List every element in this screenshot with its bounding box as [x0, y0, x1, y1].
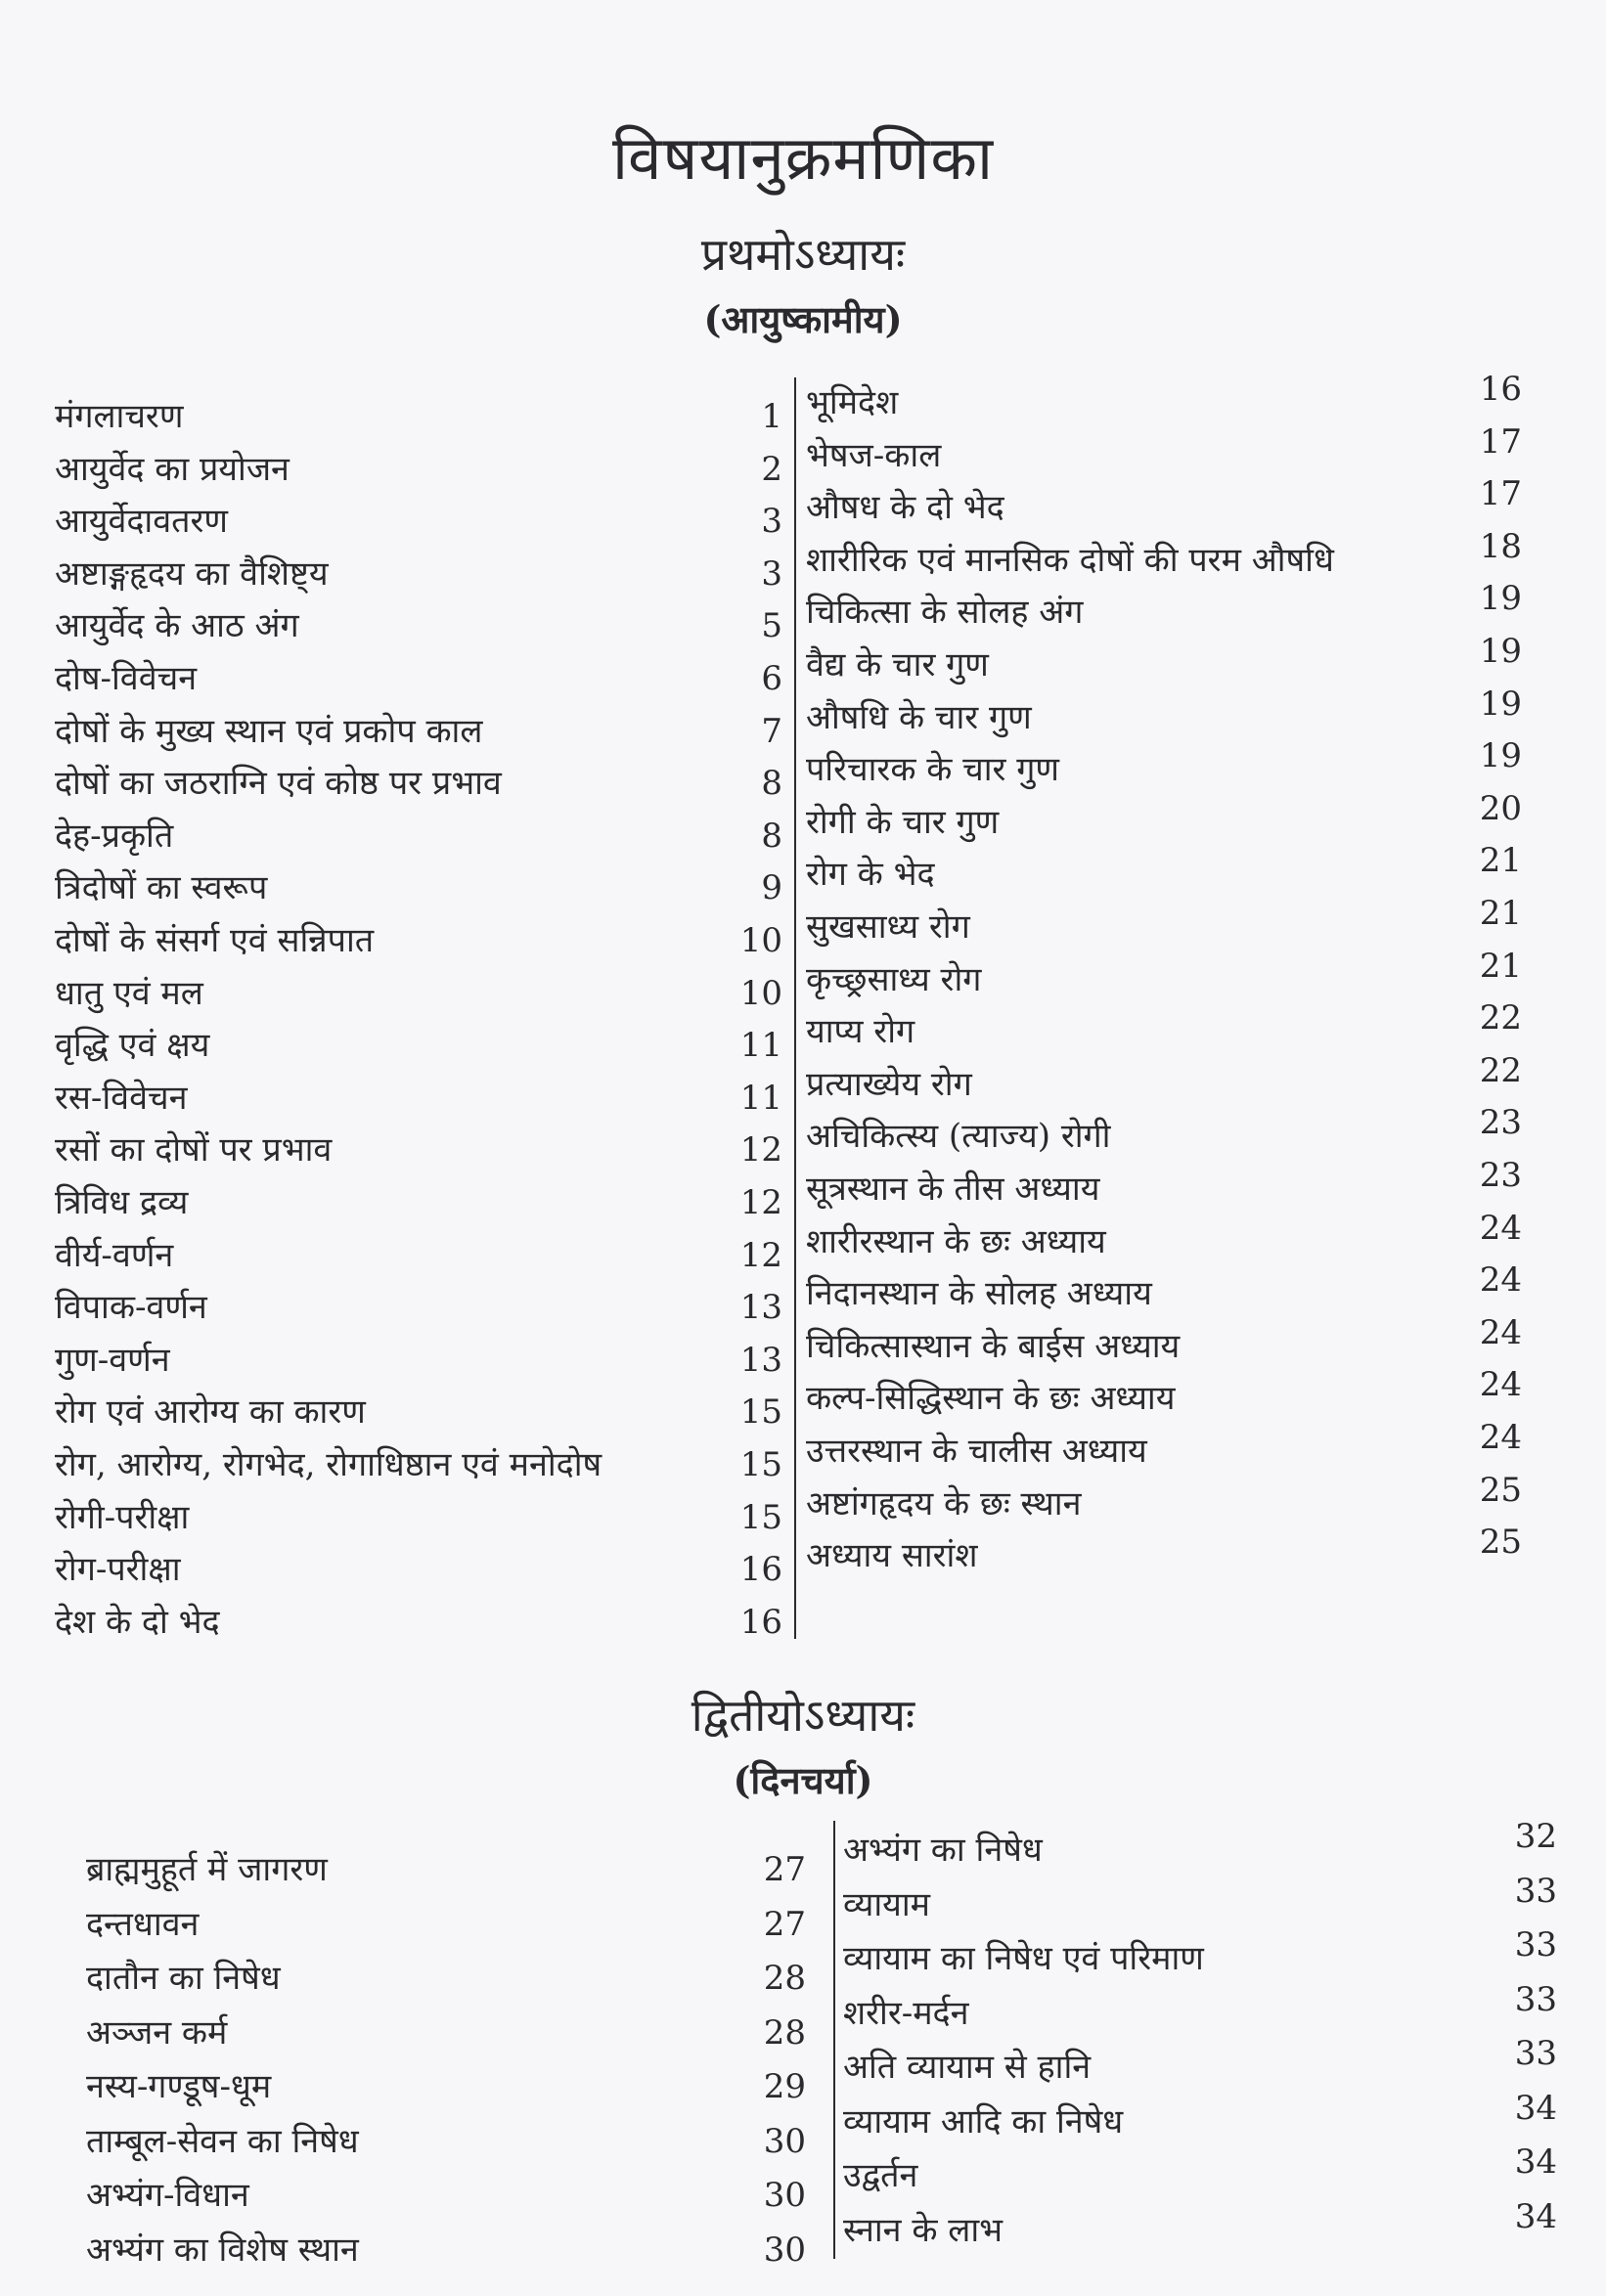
- chapter-1-subheading: (आयुष्कामीय): [703, 297, 903, 341]
- toc-entry-topic: आयुर्वेदावतरण: [55, 502, 229, 542]
- toc-entry-page: 17: [1479, 421, 1522, 462]
- toc-entry-page: 3: [761, 502, 782, 542]
- toc-entry-page: 8: [761, 764, 782, 804]
- toc-entry-page: 12: [739, 1183, 782, 1222]
- page-title: विषयानुक्रमणिका: [611, 122, 995, 194]
- toc-entry-topic: व्यायाम: [843, 1884, 931, 1924]
- toc-entry-topic: वीर्य-वर्णन: [55, 1235, 174, 1275]
- toc-entry-page: 29: [763, 2067, 806, 2106]
- toc-entry-topic: अञ्जन कर्म: [86, 2012, 228, 2053]
- chapter-1-heading: प्रथमोऽध्यायः: [700, 228, 906, 281]
- toc-entry-topic: अति व्यायाम से हानि: [843, 2048, 1092, 2087]
- toc-entry-topic: चिकित्सा के सोलह अंग: [806, 593, 1084, 633]
- toc-entry-page: 33: [1514, 1925, 1557, 1965]
- toc-entry-topic: दन्तधावन: [86, 1904, 200, 1944]
- toc-entry-page: 13: [739, 1340, 782, 1380]
- toc-entry-topic: उत्तरस्थान के चालीस अध्याय: [806, 1432, 1147, 1471]
- toc-entry-page: 19: [1479, 736, 1522, 776]
- toc-entry-topic: अभ्यंग-विधान: [86, 2176, 249, 2215]
- toc-entry-page: 34: [1514, 2196, 1557, 2236]
- toc-entry-topic: शरीर-मर्दन: [843, 1993, 969, 2033]
- toc-entry-page: 28: [763, 2012, 806, 2053]
- toc-entry-topic: दोषों के संसर्ग एवं सन्निपात: [55, 921, 375, 960]
- chapter-2-subheading: (दिनचर्या): [733, 1758, 873, 1802]
- toc-entry-topic: धातु एवं मल: [55, 973, 203, 1013]
- toc-entry-page: 2: [761, 449, 782, 489]
- toc-entry-page: 17: [1479, 474, 1522, 514]
- toc-entry-page: 34: [1514, 2142, 1557, 2182]
- toc-entry-page: 15: [739, 1445, 782, 1484]
- toc-entry-topic: सूत्रस्थान के तीस अध्याय: [806, 1170, 1100, 1209]
- toc-entry-topic: त्रिविध द्रव्य: [55, 1183, 189, 1222]
- toc-entry-page: 19: [1479, 632, 1522, 671]
- toc-entry-page: 13: [739, 1288, 782, 1328]
- toc-entry-page: 3: [761, 553, 782, 594]
- toc-entry-page: 10: [739, 921, 782, 960]
- toc-entry-topic: औषध के दो भेद: [806, 488, 1004, 528]
- toc-entry-topic: देश के दो भेद: [55, 1602, 220, 1642]
- toc-entry-page: 30: [763, 2230, 806, 2270]
- toc-entry-topic: रस-विवेचन: [55, 1078, 188, 1118]
- toc-entry-page: 24: [1479, 1260, 1522, 1301]
- toc-entry-topic: अष्टांगहृदय के छः स्थान: [806, 1483, 1082, 1523]
- toc-entry-topic: शारीरस्थान के छः अध्याय: [806, 1221, 1106, 1261]
- toc-entry-page: 22: [1479, 1050, 1522, 1090]
- toc-entry-page: 15: [739, 1392, 782, 1433]
- toc-entry-page: 25: [1479, 1470, 1522, 1510]
- toc-entry-topic: रोगी के चार गुण: [806, 802, 1000, 842]
- toc-entry-topic: देह-प्रकृति: [55, 816, 174, 856]
- toc-entry-topic: दोषों का जठराग्नि एवं कोष्ठ पर प्रभाव: [55, 764, 502, 804]
- toc-entry-page: 32: [1514, 1817, 1557, 1856]
- toc-entry-page: 34: [1514, 2088, 1557, 2128]
- toc-entry-page: 19: [1479, 579, 1522, 619]
- toc-entry-page: 24: [1479, 1365, 1522, 1405]
- toc-entry-page: 24: [1479, 1208, 1522, 1248]
- toc-entry-topic: मंगलाचरण: [55, 397, 184, 436]
- column-divider: [833, 1821, 835, 2259]
- toc-entry-topic: आयुर्वेद का प्रयोजन: [55, 449, 290, 489]
- toc-entry-topic: अध्याय सारांश: [806, 1536, 978, 1576]
- toc-entry-page: 9: [761, 868, 782, 908]
- toc-entry-topic: दोषों के मुख्य स्थान एवं प्रकोप काल: [55, 711, 483, 751]
- toc-entry-page: 18: [1479, 526, 1522, 566]
- toc-entry-topic: अभ्यंग का विशेष स्थान: [86, 2230, 359, 2270]
- toc-entry-topic: स्नान के लाभ: [843, 2210, 1004, 2250]
- toc-entry-page: 23: [1479, 1156, 1522, 1195]
- toc-entry-page: 22: [1479, 998, 1522, 1038]
- toc-entry-page: 6: [761, 659, 782, 698]
- toc-entry-page: 12: [739, 1130, 782, 1170]
- toc-entry-topic: आयुर्वेद के आठ अंग: [55, 606, 299, 646]
- toc-entry-topic: रोगी-परीक्षा: [55, 1497, 190, 1537]
- toc-entry-page: 24: [1479, 1418, 1522, 1457]
- toc-entry-topic: रोग-परीक्षा: [55, 1550, 181, 1590]
- toc-entry-page: 1: [761, 397, 782, 436]
- toc-entry-page: 30: [763, 2121, 806, 2161]
- toc-entry-topic: औषधि के चार गुण: [806, 697, 1032, 737]
- toc-entry-page: 7: [761, 711, 782, 751]
- toc-entry-topic: चिकित्सास्थान के बाईस अध्याय: [806, 1326, 1181, 1366]
- chapter-2-heading: द्वितीयोऽध्यायः: [691, 1689, 915, 1742]
- toc-entry-page: 15: [739, 1497, 782, 1537]
- toc-entry-topic: याप्य रोग: [806, 1012, 915, 1052]
- toc-entry-page: 21: [1479, 894, 1522, 933]
- toc-entry-page: 19: [1479, 684, 1522, 724]
- toc-entry-page: 33: [1514, 1979, 1557, 2019]
- toc-entry-topic: अभ्यंग का निषेध: [843, 1831, 1043, 1870]
- toc-entry-page: 12: [739, 1235, 782, 1275]
- toc-entry-topic: विपाक-वर्णन: [55, 1288, 207, 1328]
- toc-entry-page: 11: [739, 1078, 782, 1118]
- toc-entry-topic: अष्टाङ्गहृदय का वैशिष्ट्य: [55, 553, 329, 594]
- toc-entry-page: 30: [763, 2176, 806, 2215]
- toc-entry-page: 16: [739, 1550, 782, 1590]
- toc-entry-topic: त्रिदोषों का स्वरूप: [55, 868, 268, 908]
- toc-entry-topic: नस्य-गण्डूष-धूम: [86, 2067, 272, 2106]
- toc-entry-topic: रोग के भेद: [806, 855, 935, 895]
- toc-entry-topic: व्यायाम आदि का निषेध: [843, 2101, 1124, 2141]
- toc-entry-topic: शारीरिक एवं मानसिक दोषों की परम औषधि: [806, 540, 1334, 580]
- toc-entry-page: 27: [763, 1850, 806, 1889]
- toc-entry-page: 28: [763, 1959, 806, 1998]
- toc-entry-page: 8: [761, 816, 782, 856]
- toc-entry-page: 25: [1479, 1523, 1522, 1563]
- toc-entry-page: 21: [1479, 841, 1522, 881]
- toc-entry-topic: अचिकित्स्य (त्याज्य) रोगी: [806, 1117, 1111, 1157]
- toc-entry-page: 24: [1479, 1312, 1522, 1352]
- toc-entry-page: 5: [761, 606, 782, 646]
- toc-entry-topic: सुखसाध्य रोग: [806, 907, 970, 947]
- toc-entry-page: 21: [1479, 946, 1522, 986]
- column-divider: [794, 377, 796, 1639]
- toc-entry-topic: प्रत्याख्येय रोग: [806, 1064, 972, 1104]
- toc-entry-topic: रोग, आरोग्य, रोगभेद, रोगाधिष्ठान एवं मनोदोष: [55, 1445, 602, 1484]
- toc-entry-topic: रसों का दोषों पर प्रभाव: [55, 1130, 333, 1170]
- toc-entry-topic: वृद्धि एवं क्षय: [55, 1026, 210, 1066]
- toc-entry-page: 33: [1514, 1871, 1557, 1911]
- toc-entry-page: 16: [739, 1602, 782, 1642]
- toc-entry-topic: रोग एवं आरोग्य का कारण: [55, 1392, 366, 1433]
- toc-entry-page: 16: [1479, 370, 1522, 409]
- toc-entry-topic: भेषज-काल: [806, 435, 942, 475]
- toc-entry-topic: वैद्य के चार गुण: [806, 645, 989, 684]
- toc-entry-topic: ताम्बूल-सेवन का निषेध: [86, 2121, 359, 2161]
- toc-entry-page: 20: [1479, 788, 1522, 828]
- toc-entry-topic: भूमिदेश: [806, 383, 899, 422]
- toc-entry-topic: गुण-वर्णन: [55, 1340, 170, 1380]
- toc-entry-topic: ब्राह्ममुहूर्त में जागरण: [86, 1850, 328, 1889]
- toc-entry-topic: उद्वर्तन: [843, 2156, 918, 2195]
- toc-entry-page: 11: [739, 1026, 782, 1066]
- toc-entry-topic: परिचारक के चार गुण: [806, 750, 1059, 790]
- toc-entry-page: 10: [739, 973, 782, 1013]
- toc-entry-topic: दातौन का निषेध: [86, 1959, 281, 1998]
- toc-entry-topic: कल्प-सिद्धिस्थान के छः अध्याय: [806, 1379, 1176, 1419]
- toc-entry-topic: कृच्छ्रसाध्य रोग: [806, 959, 982, 999]
- toc-entry-page: 23: [1479, 1103, 1522, 1143]
- toc-entry-topic: दोष-विवेचन: [55, 659, 198, 698]
- toc-entry-page: 33: [1514, 2034, 1557, 2073]
- toc-entry-page: 27: [763, 1904, 806, 1944]
- toc-entry-topic: निदानस्थान के सोलह अध्याय: [806, 1274, 1152, 1314]
- toc-entry-topic: व्यायाम का निषेध एवं परिमाण: [843, 1939, 1204, 1978]
